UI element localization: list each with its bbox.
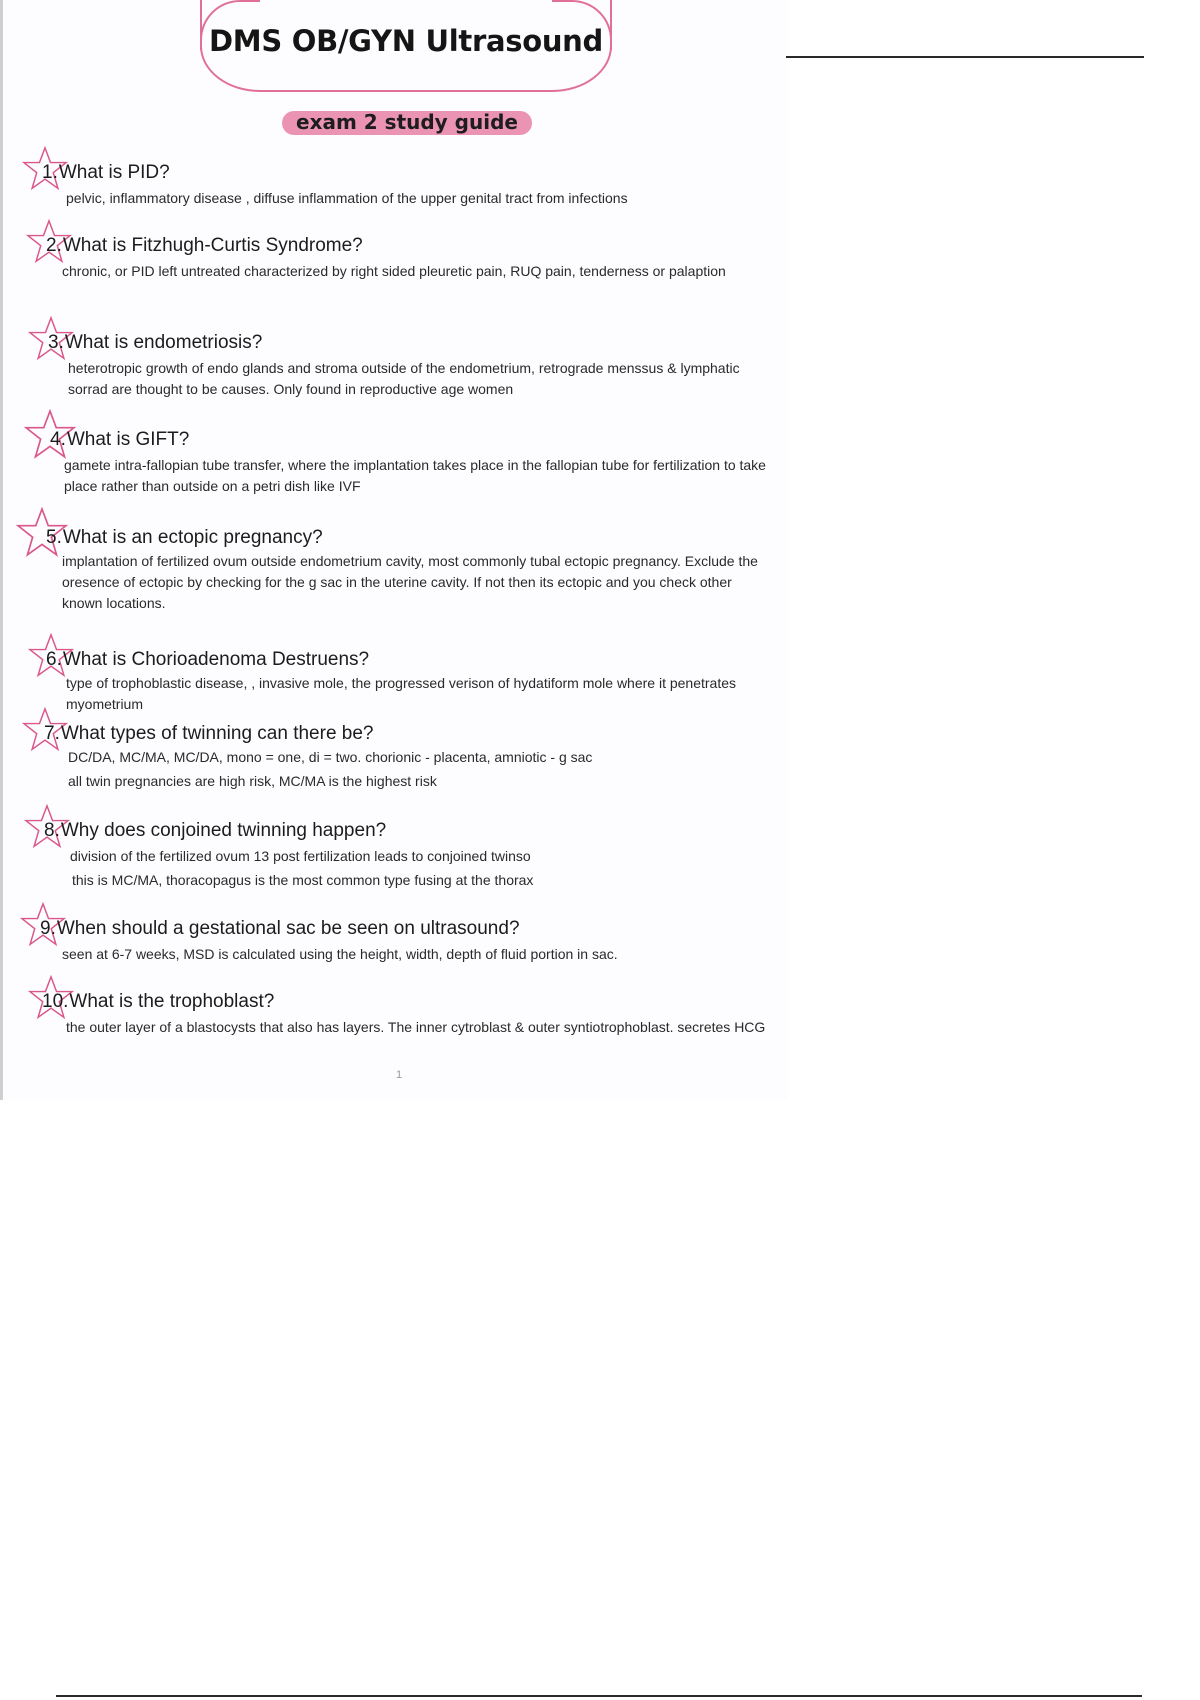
- question-number: 7.: [44, 723, 60, 744]
- question-label: What is Chorioadenoma Destruens?: [62, 649, 370, 670]
- question-number: 3.: [48, 332, 64, 353]
- question-block-4: [20, 429, 790, 494]
- page-number: 1: [396, 1069, 403, 1081]
- question-label: What is PID?: [58, 162, 170, 183]
- answer-text: division of the fertilized ovum 13 post fertilization leads to conjoined twinso: [70, 848, 531, 864]
- question-number: 10.: [42, 991, 69, 1012]
- answer-text: type of trophoblastic disease, , invasive mole, the progressed verison of hydatiform mole where it penetrates myometrium: [66, 675, 737, 712]
- title-frame: [200, 0, 612, 92]
- question-number: 1.: [42, 162, 58, 183]
- page-subtitle: exam 2 study guide: [296, 110, 518, 134]
- question-block-5: [20, 527, 790, 611]
- question-label: What is an ectopic pregnancy?: [62, 527, 323, 548]
- question-label: Why does conjoined twinning happen?: [60, 820, 387, 841]
- question-number: 6.: [46, 649, 62, 670]
- question-number: 4.: [50, 429, 66, 450]
- footer-divider: [56, 1695, 1142, 1697]
- answer-text: implantation of fertilized ovum outside endometrium cavity, most commonly tubal ectopic pregnancy. Exclude the oresence of ectopic by checking for the g sac in the uterine cavity. If not then its ectopic and you check other known locations.: [62, 553, 758, 611]
- question-text: [46, 649, 369, 671]
- question-label: What is the trophoblast?: [69, 991, 275, 1012]
- question-text: [40, 918, 520, 940]
- question-text: [50, 429, 189, 451]
- answer-text: gamete intra-fallopian tube transfer, where the implantation takes place in the fallopian tube for fertilization to take place rather than outside on a petri dish like IVF: [64, 457, 766, 494]
- answer-text: the outer layer of a blastocysts that also has layers. The inner cytroblast & outer syntiotrophoblast. secretes HCG: [66, 1019, 766, 1035]
- question-label: What types of twinning can there be?: [60, 723, 374, 744]
- question-label: What is endometriosis?: [64, 332, 263, 353]
- page-title: DMS OB/GYN Ultrasound: [209, 24, 603, 58]
- document-page: [4, 0, 788, 1100]
- question-block-2: [20, 235, 790, 279]
- answer-text: pelvic, inflammatory disease , diffuse inflammation of the upper genital tract from infections: [66, 190, 628, 206]
- viewer-left-edge: [0, 0, 3, 1100]
- answer-text: DC/DA, MC/MA, MC/DA, mono = one, di = two. chorionic - placenta, amniotic - g sac: [68, 749, 593, 765]
- question-block-9: [20, 918, 790, 962]
- question-number: 8.: [44, 820, 60, 841]
- answer-text: chronic, or PID left untreated characterized by right sided pleuretic pain, RUQ pain, tenderness or palaption: [62, 263, 726, 279]
- question-text: [42, 991, 274, 1013]
- answer-text-line-2: this is MC/MA, thoracopagus is the most common type fusing at the thorax: [72, 872, 534, 888]
- question-number: 2.: [46, 235, 62, 256]
- question-label: When should a gestational sac be seen on ultrasound?: [56, 918, 520, 939]
- question-block-10: [20, 991, 790, 1035]
- question-text: [48, 332, 262, 354]
- answer-text: seen at 6-7 weeks, MSD is calculated using the height, width, depth of fluid portion in sac.: [62, 946, 618, 962]
- question-text: [46, 235, 363, 257]
- question-label: What is Fitzhugh-Curtis Syndrome?: [62, 235, 363, 256]
- question-text: [46, 527, 323, 549]
- subtitle-highlight: [282, 111, 532, 135]
- question-block-1: [20, 162, 790, 206]
- question-block-8: [20, 820, 790, 888]
- answer-text: heterotropic growth of endo glands and stroma outside of the endometrium, retrograde menssus & lymphatic sorrad are thought to be causes. Only found in reproductive age women: [68, 360, 740, 397]
- question-block-7: [20, 723, 790, 789]
- question-text: [42, 162, 170, 184]
- question-label: What is GIFT?: [66, 429, 190, 450]
- answer-text-line-2: all twin pregnancies are high risk, MC/MA is the highest risk: [68, 773, 437, 789]
- question-text: [44, 820, 386, 842]
- question-block-3: [20, 332, 790, 397]
- question-number: 5.: [46, 527, 62, 548]
- header-divider: [786, 56, 1144, 58]
- question-number: 9.: [40, 918, 56, 939]
- question-block-6: [20, 649, 790, 712]
- question-text: [44, 723, 374, 745]
